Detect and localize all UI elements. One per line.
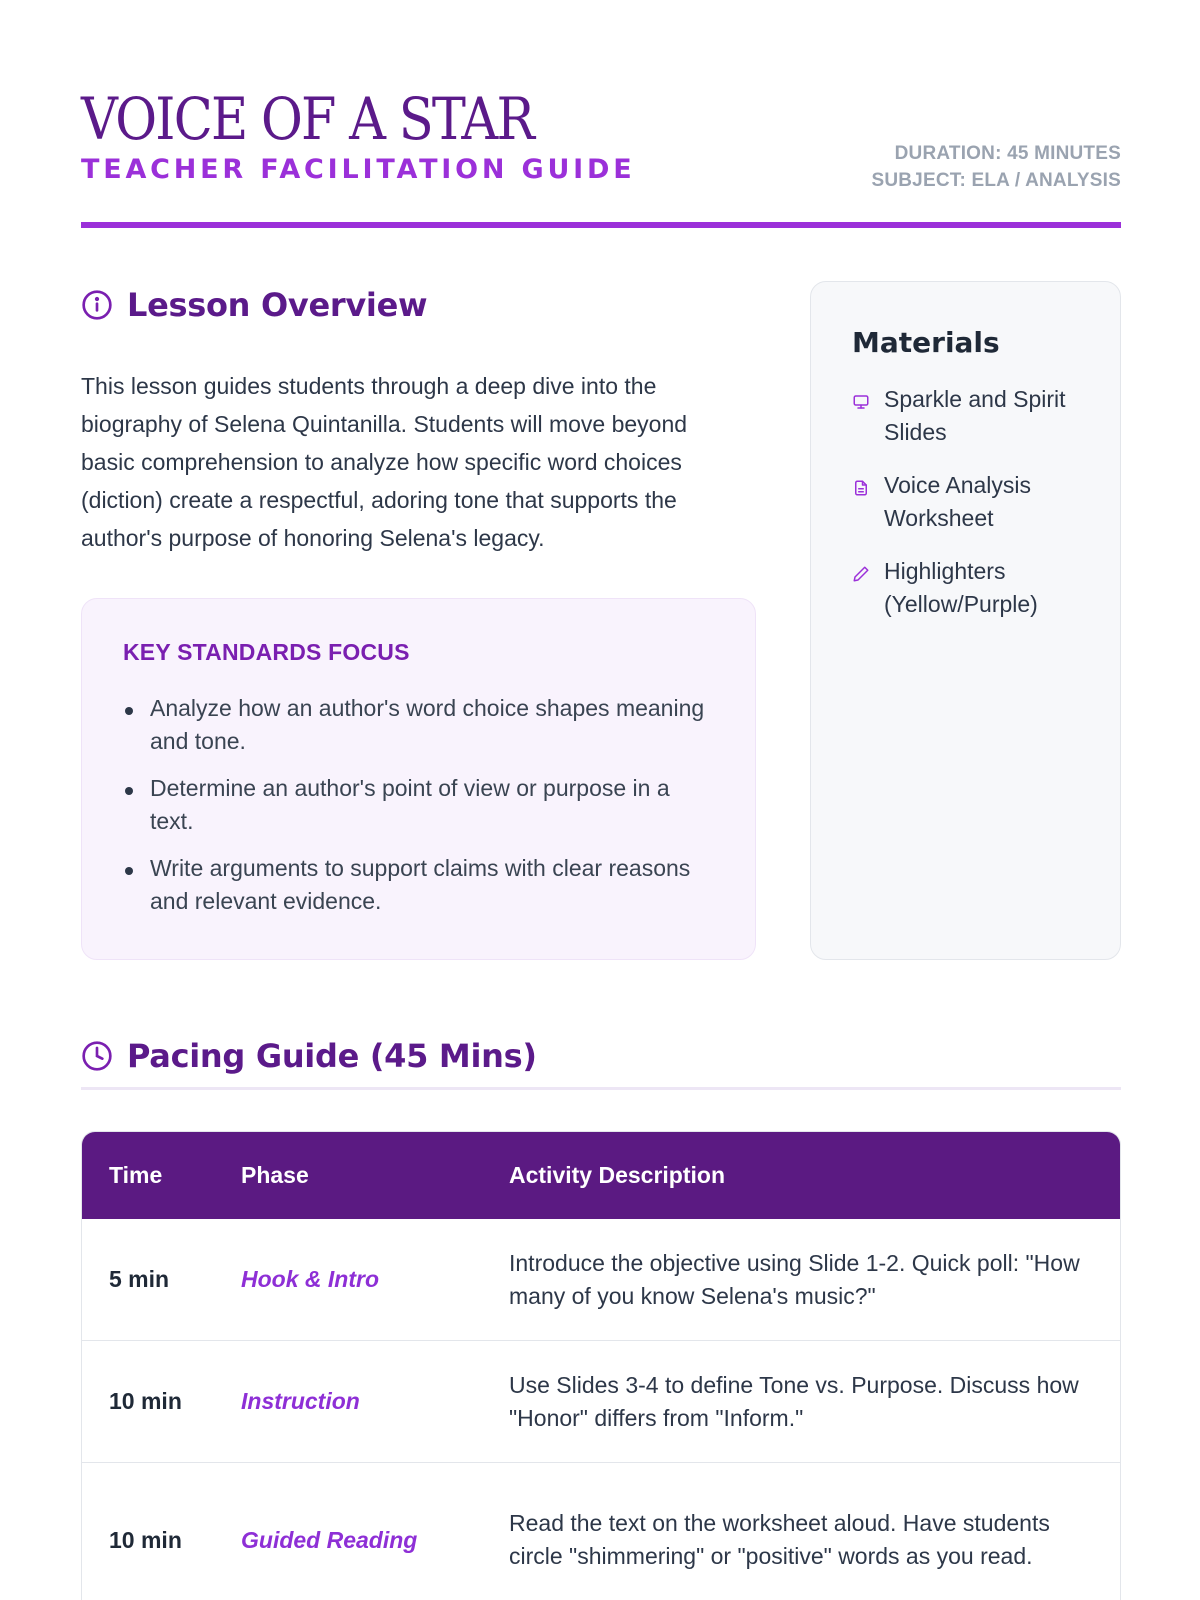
materials-item	[852, 555, 1100, 621]
subject-label: SUBJECT: ELA / ANALYSIS	[871, 170, 1121, 191]
standards-item: Analyze how an author's word choice shapes meaning and tone.	[123, 692, 715, 758]
header	[81, 86, 1121, 226]
table-row	[82, 1341, 1120, 1463]
row-time: 10 min	[109, 1388, 182, 1414]
clock-icon	[81, 1040, 113, 1072]
table-row	[82, 1219, 1120, 1341]
materials-item-label: Voice Analysis Worksheet	[884, 472, 1032, 531]
materials-title: Materials	[852, 326, 1000, 359]
header-divider	[81, 222, 1121, 228]
pacing-title: Pacing Guide (45 Mins)	[127, 1037, 537, 1075]
materials-item-label: Sparkle and Spirit Slides	[884, 386, 1066, 445]
row-phase: Hook & Intro	[241, 1266, 379, 1292]
column-header-phase: Phase	[241, 1162, 309, 1188]
page-title: VOICE OF A STAR	[81, 85, 534, 153]
row-phase: Instruction	[241, 1388, 360, 1414]
pacing-divider	[81, 1087, 1121, 1090]
column-header-description: Activity Description	[509, 1162, 725, 1188]
row-time: 10 min	[109, 1526, 182, 1553]
materials-item	[852, 469, 1100, 535]
column-header-time: Time	[109, 1162, 163, 1188]
standards-list	[123, 692, 715, 918]
document-icon	[852, 479, 870, 497]
overview-title: Lesson Overview	[127, 286, 428, 324]
standards-box	[81, 598, 756, 960]
pacing-heading	[81, 1037, 537, 1075]
materials-item	[852, 383, 1100, 449]
overview-heading	[81, 286, 427, 324]
row-phase: Guided Reading	[241, 1526, 418, 1553]
row-description: Use Slides 3-4 to define Tone vs. Purpose. Discuss how "Honor" differs from "Inform."	[509, 1371, 1079, 1431]
lesson-meta	[871, 140, 1121, 194]
standards-title: KEY STANDARDS FOCUS	[123, 639, 410, 665]
pencil-icon	[852, 565, 870, 583]
presentation-icon	[852, 393, 870, 411]
info-icon	[81, 289, 113, 321]
standards-item: Write arguments to support claims with clear reasons and relevant evidence.	[123, 852, 715, 918]
row-time: 5 min	[109, 1266, 170, 1292]
row-description: Introduce the objective using Slide 1-2. Quick poll: "How many of you know Selena's music?"	[509, 1249, 1080, 1309]
materials-item-label: Highlighters (Yellow/Purple)	[884, 558, 1038, 617]
pacing-table	[81, 1131, 1121, 1600]
row-description: Read the text on the worksheet aloud. Have students circle "shimmering" or "positive" words as you read.	[509, 1510, 1050, 1569]
overview-text: This lesson guides students through a deep dive into the biography of Selena Quintanilla. Students will move beyond basic comprehension to analyze how specific word choices (diction) create a respectful, adoring tone that supports the author's purpose of honoring Selena's legacy.	[81, 373, 688, 551]
table-row	[82, 1463, 1120, 1600]
standards-item: Determine an author's point of view or purpose in a text.	[123, 772, 715, 838]
table-header	[82, 1132, 1120, 1219]
page-subtitle: TEACHER FACILITATION GUIDE	[81, 154, 636, 185]
duration-label: DURATION: 45 MINUTES	[894, 143, 1121, 164]
materials-card	[810, 281, 1121, 960]
